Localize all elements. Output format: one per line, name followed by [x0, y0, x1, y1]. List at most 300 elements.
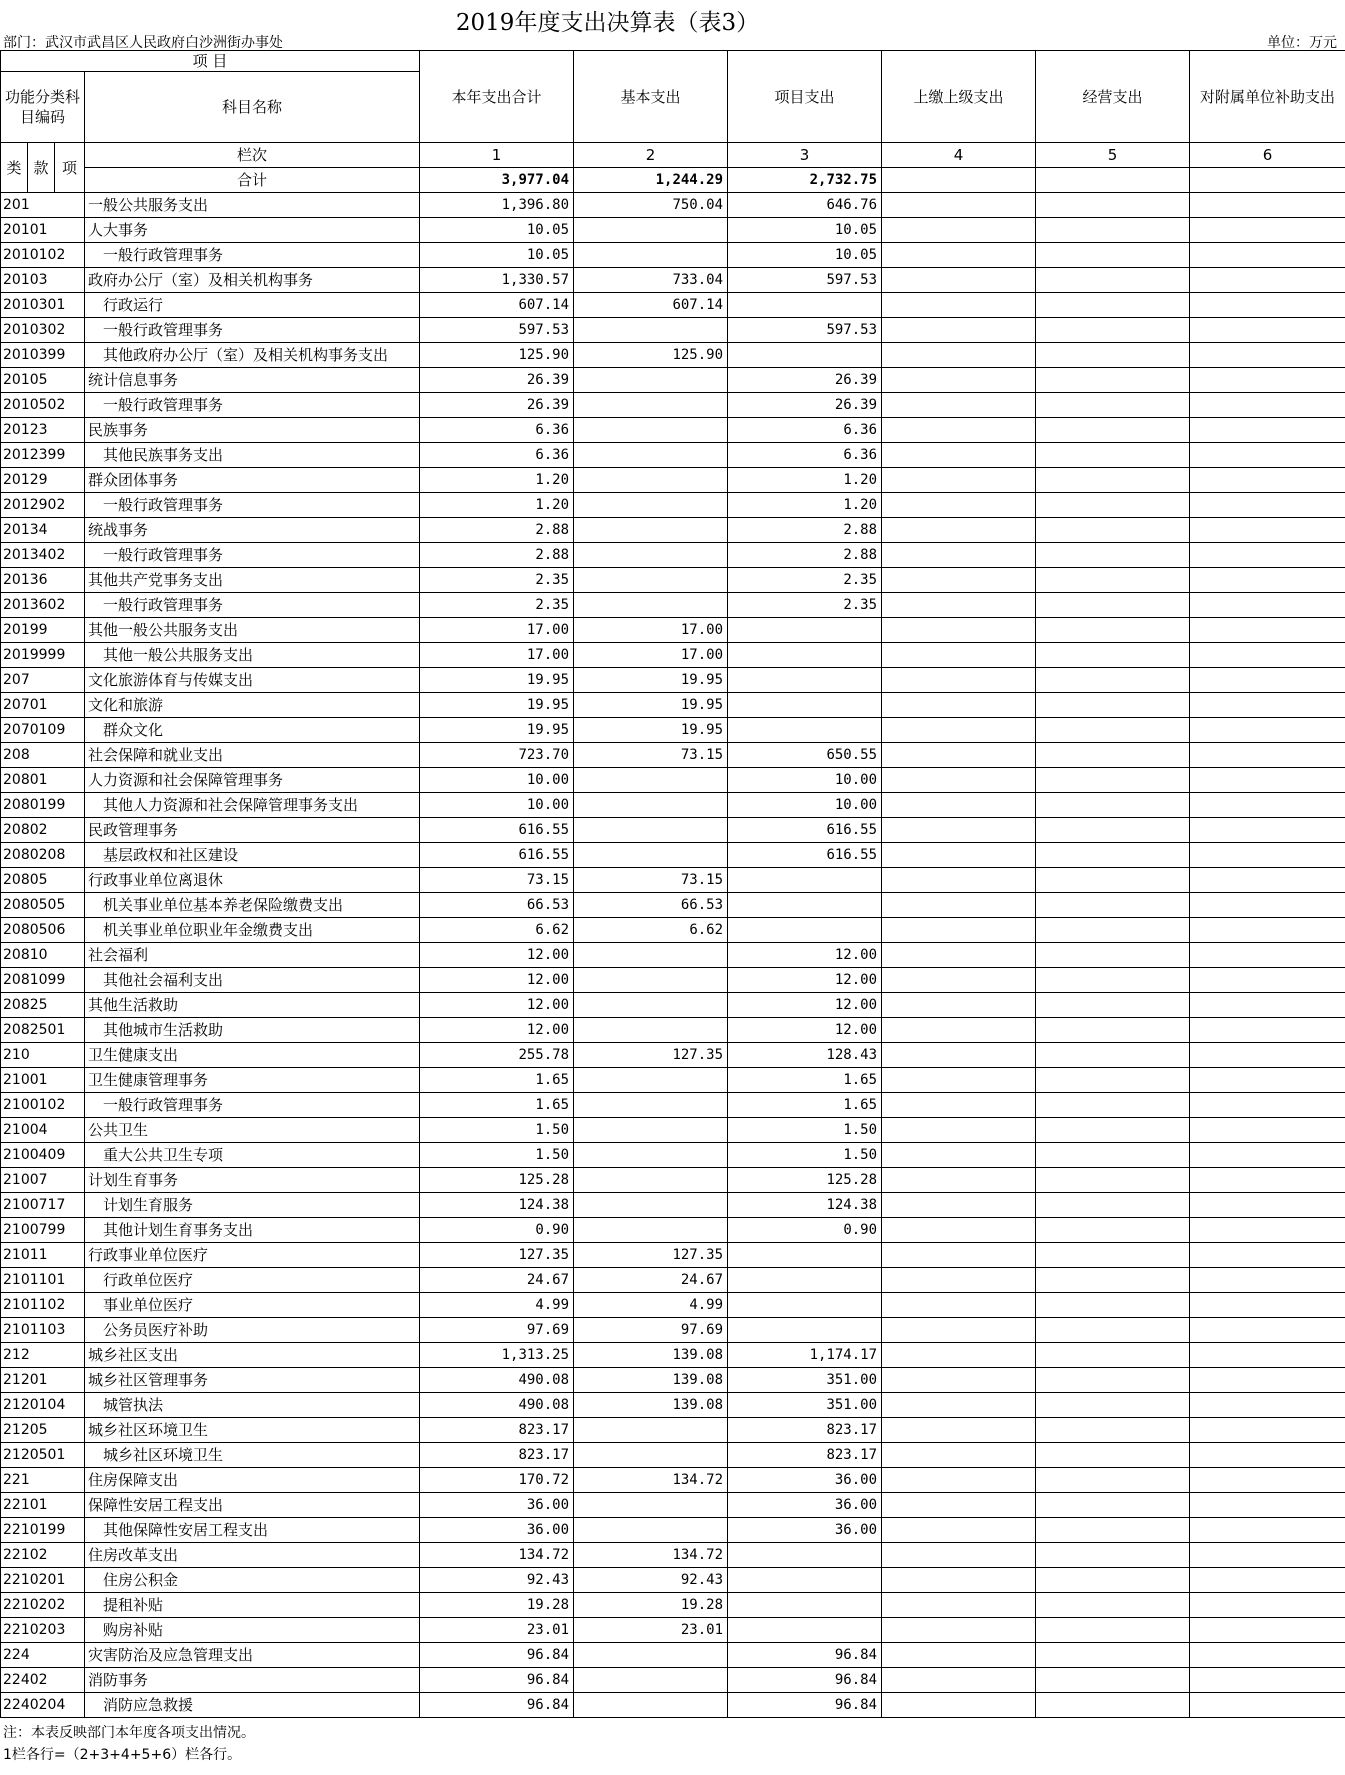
row-code: 2100717 — [1, 1193, 85, 1218]
table-row — [1, 643, 1345, 668]
row-name: 民族事务 — [85, 418, 420, 443]
row-basic — [574, 1693, 728, 1718]
col-header-4: 上缴上级支出 — [882, 51, 1036, 143]
unit-label: 单位：万元 — [1267, 35, 1337, 51]
table-row — [1, 1068, 1345, 1093]
row-basic: 19.95 — [574, 718, 728, 743]
row-project: 12.00 — [728, 1018, 882, 1043]
row-subsidy — [1190, 668, 1345, 693]
row-basic: 139.08 — [574, 1368, 728, 1393]
row-operating — [1036, 1168, 1190, 1193]
row-project: 10.05 — [728, 218, 882, 243]
row-operating — [1036, 1118, 1190, 1143]
row-subsidy — [1190, 1418, 1345, 1443]
row-name: 一般公共服务支出 — [85, 193, 420, 218]
row-operating — [1036, 468, 1190, 493]
row-total: 24.67 — [420, 1268, 574, 1293]
row-operating — [1036, 1193, 1190, 1218]
row-project: 823.17 — [728, 1418, 882, 1443]
row-project: 1.20 — [728, 468, 882, 493]
row-project: 823.17 — [728, 1443, 882, 1468]
row-subsidy — [1190, 243, 1345, 268]
col-header-6: 对附属单位补助支出 — [1190, 51, 1345, 143]
table-row — [1, 343, 1345, 368]
row-basic — [574, 318, 728, 343]
row-total: 0.90 — [420, 1218, 574, 1243]
row-project — [728, 668, 882, 693]
row-subsidy — [1190, 368, 1345, 393]
row-basic: 92.43 — [574, 1568, 728, 1593]
row-operating — [1036, 743, 1190, 768]
row-remit — [882, 1243, 1036, 1268]
col-number-6: 6 — [1190, 143, 1345, 168]
row-project — [728, 1318, 882, 1343]
row-name: 民政管理事务 — [85, 818, 420, 843]
table-row — [1, 1443, 1345, 1468]
row-operating — [1036, 1618, 1190, 1643]
lanci-label: 栏次 — [85, 143, 420, 168]
row-code: 2080505 — [1, 893, 85, 918]
row-code: 20136 — [1, 568, 85, 593]
row-operating — [1036, 1043, 1190, 1068]
row-operating — [1036, 1018, 1190, 1043]
row-operating — [1036, 1443, 1190, 1468]
row-total: 607.14 — [420, 293, 574, 318]
row-project: 26.39 — [728, 393, 882, 418]
table-row — [1, 568, 1345, 593]
row-name: 一般行政管理事务 — [85, 318, 420, 343]
row-name: 统计信息事务 — [85, 368, 420, 393]
row-operating — [1036, 343, 1190, 368]
row-project: 2.88 — [728, 518, 882, 543]
row-code: 21004 — [1, 1118, 85, 1143]
row-remit — [882, 1543, 1036, 1568]
row-remit — [882, 943, 1036, 968]
row-operating — [1036, 243, 1190, 268]
row-total: 10.05 — [420, 218, 574, 243]
project-header: 项 目 — [1, 51, 420, 72]
row-remit — [882, 1268, 1036, 1293]
row-total: 1,330.57 — [420, 268, 574, 293]
row-basic: 23.01 — [574, 1618, 728, 1643]
row-basic: 607.14 — [574, 293, 728, 318]
row-name: 一般行政管理事务 — [85, 593, 420, 618]
row-project: 1.50 — [728, 1118, 882, 1143]
row-project: 0.90 — [728, 1218, 882, 1243]
row-name: 其他一般公共服务支出 — [85, 643, 420, 668]
table-row — [1, 1643, 1345, 1668]
row-code: 2010102 — [1, 243, 85, 268]
col-number-5: 5 — [1036, 143, 1190, 168]
row-remit — [882, 1468, 1036, 1493]
row-total: 19.95 — [420, 718, 574, 743]
total-col-3: 2,732.75 — [728, 168, 882, 193]
row-project — [728, 1543, 882, 1568]
row-remit — [882, 768, 1036, 793]
row-project: 36.00 — [728, 1493, 882, 1518]
row-operating — [1036, 693, 1190, 718]
row-basic — [574, 843, 728, 868]
row-operating — [1036, 1343, 1190, 1368]
table-row — [1, 1468, 1345, 1493]
row-subsidy — [1190, 1593, 1345, 1618]
row-project: 36.00 — [728, 1468, 882, 1493]
row-basic — [574, 768, 728, 793]
table-row — [1, 1418, 1345, 1443]
total-col-1: 3,977.04 — [420, 168, 574, 193]
row-project: 6.36 — [728, 443, 882, 468]
row-basic — [574, 1443, 728, 1468]
row-name: 消防事务 — [85, 1668, 420, 1693]
row-project — [728, 1568, 882, 1593]
row-subsidy — [1190, 1243, 1345, 1268]
xiang-header: 项 — [55, 143, 85, 193]
row-total: 10.00 — [420, 793, 574, 818]
row-subsidy — [1190, 1443, 1345, 1468]
row-project: 96.84 — [728, 1668, 882, 1693]
row-basic: 139.08 — [574, 1393, 728, 1418]
row-name: 其他生活救助 — [85, 993, 420, 1018]
row-remit — [882, 818, 1036, 843]
footnote-1: 注：本表反映部门本年度各项支出情况。 — [3, 1725, 255, 1741]
row-total: 1.50 — [420, 1118, 574, 1143]
table-row — [1, 1043, 1345, 1068]
col-number-3: 3 — [728, 143, 882, 168]
row-code: 212 — [1, 1343, 85, 1368]
row-name: 其他计划生育事务支出 — [85, 1218, 420, 1243]
row-basic — [574, 1068, 728, 1093]
row-remit — [882, 868, 1036, 893]
row-operating — [1036, 218, 1190, 243]
row-name: 人力资源和社会保障管理事务 — [85, 768, 420, 793]
row-total: 823.17 — [420, 1443, 574, 1468]
row-code: 2120501 — [1, 1443, 85, 1468]
row-remit — [882, 1418, 1036, 1443]
row-name: 公共卫生 — [85, 1118, 420, 1143]
row-subsidy — [1190, 418, 1345, 443]
row-total: 19.95 — [420, 693, 574, 718]
row-basic: 127.35 — [574, 1043, 728, 1068]
row-name: 消防应急救援 — [85, 1693, 420, 1718]
row-code: 20101 — [1, 218, 85, 243]
row-code: 21011 — [1, 1243, 85, 1268]
row-name: 文化旅游体育与传媒支出 — [85, 668, 420, 693]
row-total: 26.39 — [420, 393, 574, 418]
row-project: 10.00 — [728, 768, 882, 793]
row-operating — [1036, 1318, 1190, 1343]
row-total: 597.53 — [420, 318, 574, 343]
row-subsidy — [1190, 343, 1345, 368]
row-subsidy — [1190, 393, 1345, 418]
row-total: 1.65 — [420, 1068, 574, 1093]
row-operating — [1036, 643, 1190, 668]
row-remit — [882, 343, 1036, 368]
row-operating — [1036, 618, 1190, 643]
row-operating — [1036, 943, 1190, 968]
row-code: 20701 — [1, 693, 85, 718]
row-total: 26.39 — [420, 368, 574, 393]
table-row — [1, 843, 1345, 868]
row-basic — [574, 1218, 728, 1243]
row-remit — [882, 593, 1036, 618]
row-operating — [1036, 518, 1190, 543]
row-operating — [1036, 843, 1190, 868]
row-total: 97.69 — [420, 1318, 574, 1343]
row-project — [728, 1243, 882, 1268]
row-operating — [1036, 718, 1190, 743]
row-remit — [882, 1593, 1036, 1618]
row-name: 机关事业单位基本养老保险缴费支出 — [85, 893, 420, 918]
row-subsidy — [1190, 1093, 1345, 1118]
row-name: 计划生育服务 — [85, 1193, 420, 1218]
row-operating — [1036, 1543, 1190, 1568]
row-operating — [1036, 193, 1190, 218]
row-project: 26.39 — [728, 368, 882, 393]
row-total: 4.99 — [420, 1293, 574, 1318]
row-project: 96.84 — [728, 1693, 882, 1718]
row-operating — [1036, 1643, 1190, 1668]
row-total: 92.43 — [420, 1568, 574, 1593]
row-remit — [882, 1168, 1036, 1193]
row-project: 12.00 — [728, 968, 882, 993]
row-total: 1.20 — [420, 468, 574, 493]
row-operating — [1036, 893, 1190, 918]
row-name: 其他民族事务支出 — [85, 443, 420, 468]
row-subsidy — [1190, 1393, 1345, 1418]
row-basic: 97.69 — [574, 1318, 728, 1343]
table-row — [1, 1668, 1345, 1693]
row-basic: 19.28 — [574, 1593, 728, 1618]
row-remit — [882, 443, 1036, 468]
row-code: 2013402 — [1, 543, 85, 568]
row-basic: 73.15 — [574, 743, 728, 768]
table-row — [1, 918, 1345, 943]
row-basic — [574, 943, 728, 968]
row-subsidy — [1190, 1618, 1345, 1643]
row-remit — [882, 1568, 1036, 1593]
row-subsidy — [1190, 1218, 1345, 1243]
row-name: 统战事务 — [85, 518, 420, 543]
row-project — [728, 343, 882, 368]
total-col-2: 1,244.29 — [574, 168, 728, 193]
row-basic — [574, 593, 728, 618]
table-row — [1, 1143, 1345, 1168]
row-remit — [882, 1293, 1036, 1318]
table-row — [1, 1343, 1345, 1368]
table-row — [1, 1693, 1345, 1718]
row-subsidy — [1190, 1193, 1345, 1218]
table-row — [1, 293, 1345, 318]
row-operating — [1036, 1568, 1190, 1593]
row-operating — [1036, 1593, 1190, 1618]
table-row — [1, 518, 1345, 543]
row-remit — [882, 968, 1036, 993]
row-basic — [574, 468, 728, 493]
row-operating — [1036, 1468, 1190, 1493]
row-total: 124.38 — [420, 1193, 574, 1218]
row-project: 1.65 — [728, 1068, 882, 1093]
row-subsidy — [1190, 768, 1345, 793]
row-total: 12.00 — [420, 943, 574, 968]
row-project: 1.65 — [728, 1093, 882, 1118]
row-subsidy — [1190, 1043, 1345, 1068]
row-name: 计划生育事务 — [85, 1168, 420, 1193]
subject-name-header: 科目名称 — [85, 72, 420, 143]
row-basic: 17.00 — [574, 618, 728, 643]
row-project: 597.53 — [728, 318, 882, 343]
row-remit — [882, 1618, 1036, 1643]
row-subsidy — [1190, 893, 1345, 918]
row-project: 2.35 — [728, 593, 882, 618]
row-subsidy — [1190, 1318, 1345, 1343]
row-subsidy — [1190, 493, 1345, 518]
row-project: 96.84 — [728, 1643, 882, 1668]
row-remit — [882, 1068, 1036, 1093]
table-row — [1, 218, 1345, 243]
row-operating — [1036, 543, 1190, 568]
row-operating — [1036, 393, 1190, 418]
row-name: 提租补贴 — [85, 1593, 420, 1618]
row-code: 207 — [1, 668, 85, 693]
row-remit — [882, 1343, 1036, 1368]
row-remit — [882, 1368, 1036, 1393]
table-row — [1, 1218, 1345, 1243]
row-operating — [1036, 1518, 1190, 1543]
col-number-1: 1 — [420, 143, 574, 168]
row-project: 597.53 — [728, 268, 882, 293]
row-subsidy — [1190, 1543, 1345, 1568]
row-total: 2.35 — [420, 568, 574, 593]
row-name: 基层政权和社区建设 — [85, 843, 420, 868]
page-title: 2019年度支出决算表（表3） — [455, 10, 760, 36]
row-total: 1,313.25 — [420, 1343, 574, 1368]
row-basic: 4.99 — [574, 1293, 728, 1318]
row-remit — [882, 1043, 1036, 1068]
table-row — [1, 618, 1345, 643]
department-label: 部门：武汉市武昌区人民政府白沙洲街办事处 — [3, 35, 283, 51]
row-subsidy — [1190, 1368, 1345, 1393]
row-code: 20123 — [1, 418, 85, 443]
row-operating — [1036, 993, 1190, 1018]
row-remit — [882, 1668, 1036, 1693]
row-operating — [1036, 1668, 1190, 1693]
row-subsidy — [1190, 1018, 1345, 1043]
row-subsidy — [1190, 443, 1345, 468]
row-total: 1.50 — [420, 1143, 574, 1168]
table-row — [1, 1268, 1345, 1293]
row-total: 823.17 — [420, 1418, 574, 1443]
row-operating — [1036, 493, 1190, 518]
table-row — [1, 818, 1345, 843]
row-project: 36.00 — [728, 1518, 882, 1543]
row-project: 6.36 — [728, 418, 882, 443]
row-basic — [574, 518, 728, 543]
table-row — [1, 943, 1345, 968]
row-name: 城乡社区管理事务 — [85, 1368, 420, 1393]
row-project — [728, 618, 882, 643]
row-project: 351.00 — [728, 1368, 882, 1393]
table-row — [1, 1593, 1345, 1618]
table-row — [1, 1293, 1345, 1318]
row-name: 行政运行 — [85, 293, 420, 318]
row-code: 2101103 — [1, 1318, 85, 1343]
row-basic: 127.35 — [574, 1243, 728, 1268]
row-total: 73.15 — [420, 868, 574, 893]
row-subsidy — [1190, 918, 1345, 943]
row-project: 125.28 — [728, 1168, 882, 1193]
table-header — [1, 51, 1345, 193]
row-basic — [574, 493, 728, 518]
row-subsidy — [1190, 693, 1345, 718]
row-total: 490.08 — [420, 1393, 574, 1418]
row-code: 221 — [1, 1468, 85, 1493]
row-remit — [882, 1643, 1036, 1668]
lei-header: 类 — [1, 143, 28, 193]
row-operating — [1036, 568, 1190, 593]
table-row — [1, 418, 1345, 443]
row-remit — [882, 718, 1036, 743]
row-total: 616.55 — [420, 818, 574, 843]
row-remit — [882, 468, 1036, 493]
row-code: 21201 — [1, 1368, 85, 1393]
row-project — [728, 643, 882, 668]
row-subsidy — [1190, 1143, 1345, 1168]
row-code: 210 — [1, 1043, 85, 1068]
expenditure-table — [0, 50, 1345, 1718]
row-subsidy — [1190, 1293, 1345, 1318]
row-operating — [1036, 1243, 1190, 1268]
row-total: 490.08 — [420, 1368, 574, 1393]
row-project — [728, 868, 882, 893]
row-remit — [882, 1443, 1036, 1468]
row-code: 21007 — [1, 1168, 85, 1193]
table-row — [1, 543, 1345, 568]
row-remit — [882, 1518, 1036, 1543]
table-row — [1, 968, 1345, 993]
row-basic: 17.00 — [574, 643, 728, 668]
row-remit — [882, 318, 1036, 343]
row-project: 1,174.17 — [728, 1343, 882, 1368]
row-project: 10.05 — [728, 243, 882, 268]
row-code: 2010502 — [1, 393, 85, 418]
row-total: 616.55 — [420, 843, 574, 868]
row-remit — [882, 493, 1036, 518]
row-name: 其他共产党事务支出 — [85, 568, 420, 593]
table-row — [1, 1393, 1345, 1418]
table-row — [1, 693, 1345, 718]
table-body — [1, 193, 1345, 1718]
row-project — [728, 693, 882, 718]
row-basic: 139.08 — [574, 1343, 728, 1368]
row-remit — [882, 1693, 1036, 1718]
row-operating — [1036, 918, 1190, 943]
table-row — [1, 368, 1345, 393]
kuan-header: 款 — [28, 143, 55, 193]
row-code: 2013602 — [1, 593, 85, 618]
row-code: 20802 — [1, 818, 85, 843]
row-total: 134.72 — [420, 1543, 574, 1568]
row-code: 20810 — [1, 943, 85, 968]
row-remit — [882, 1318, 1036, 1343]
row-name: 行政事业单位医疗 — [85, 1243, 420, 1268]
row-remit — [882, 693, 1036, 718]
row-name: 城乡社区支出 — [85, 1343, 420, 1368]
row-name: 社会福利 — [85, 943, 420, 968]
row-name: 政府办公厅（室）及相关机构事务 — [85, 268, 420, 293]
row-basic — [574, 543, 728, 568]
row-basic — [574, 568, 728, 593]
table-row — [1, 1518, 1345, 1543]
